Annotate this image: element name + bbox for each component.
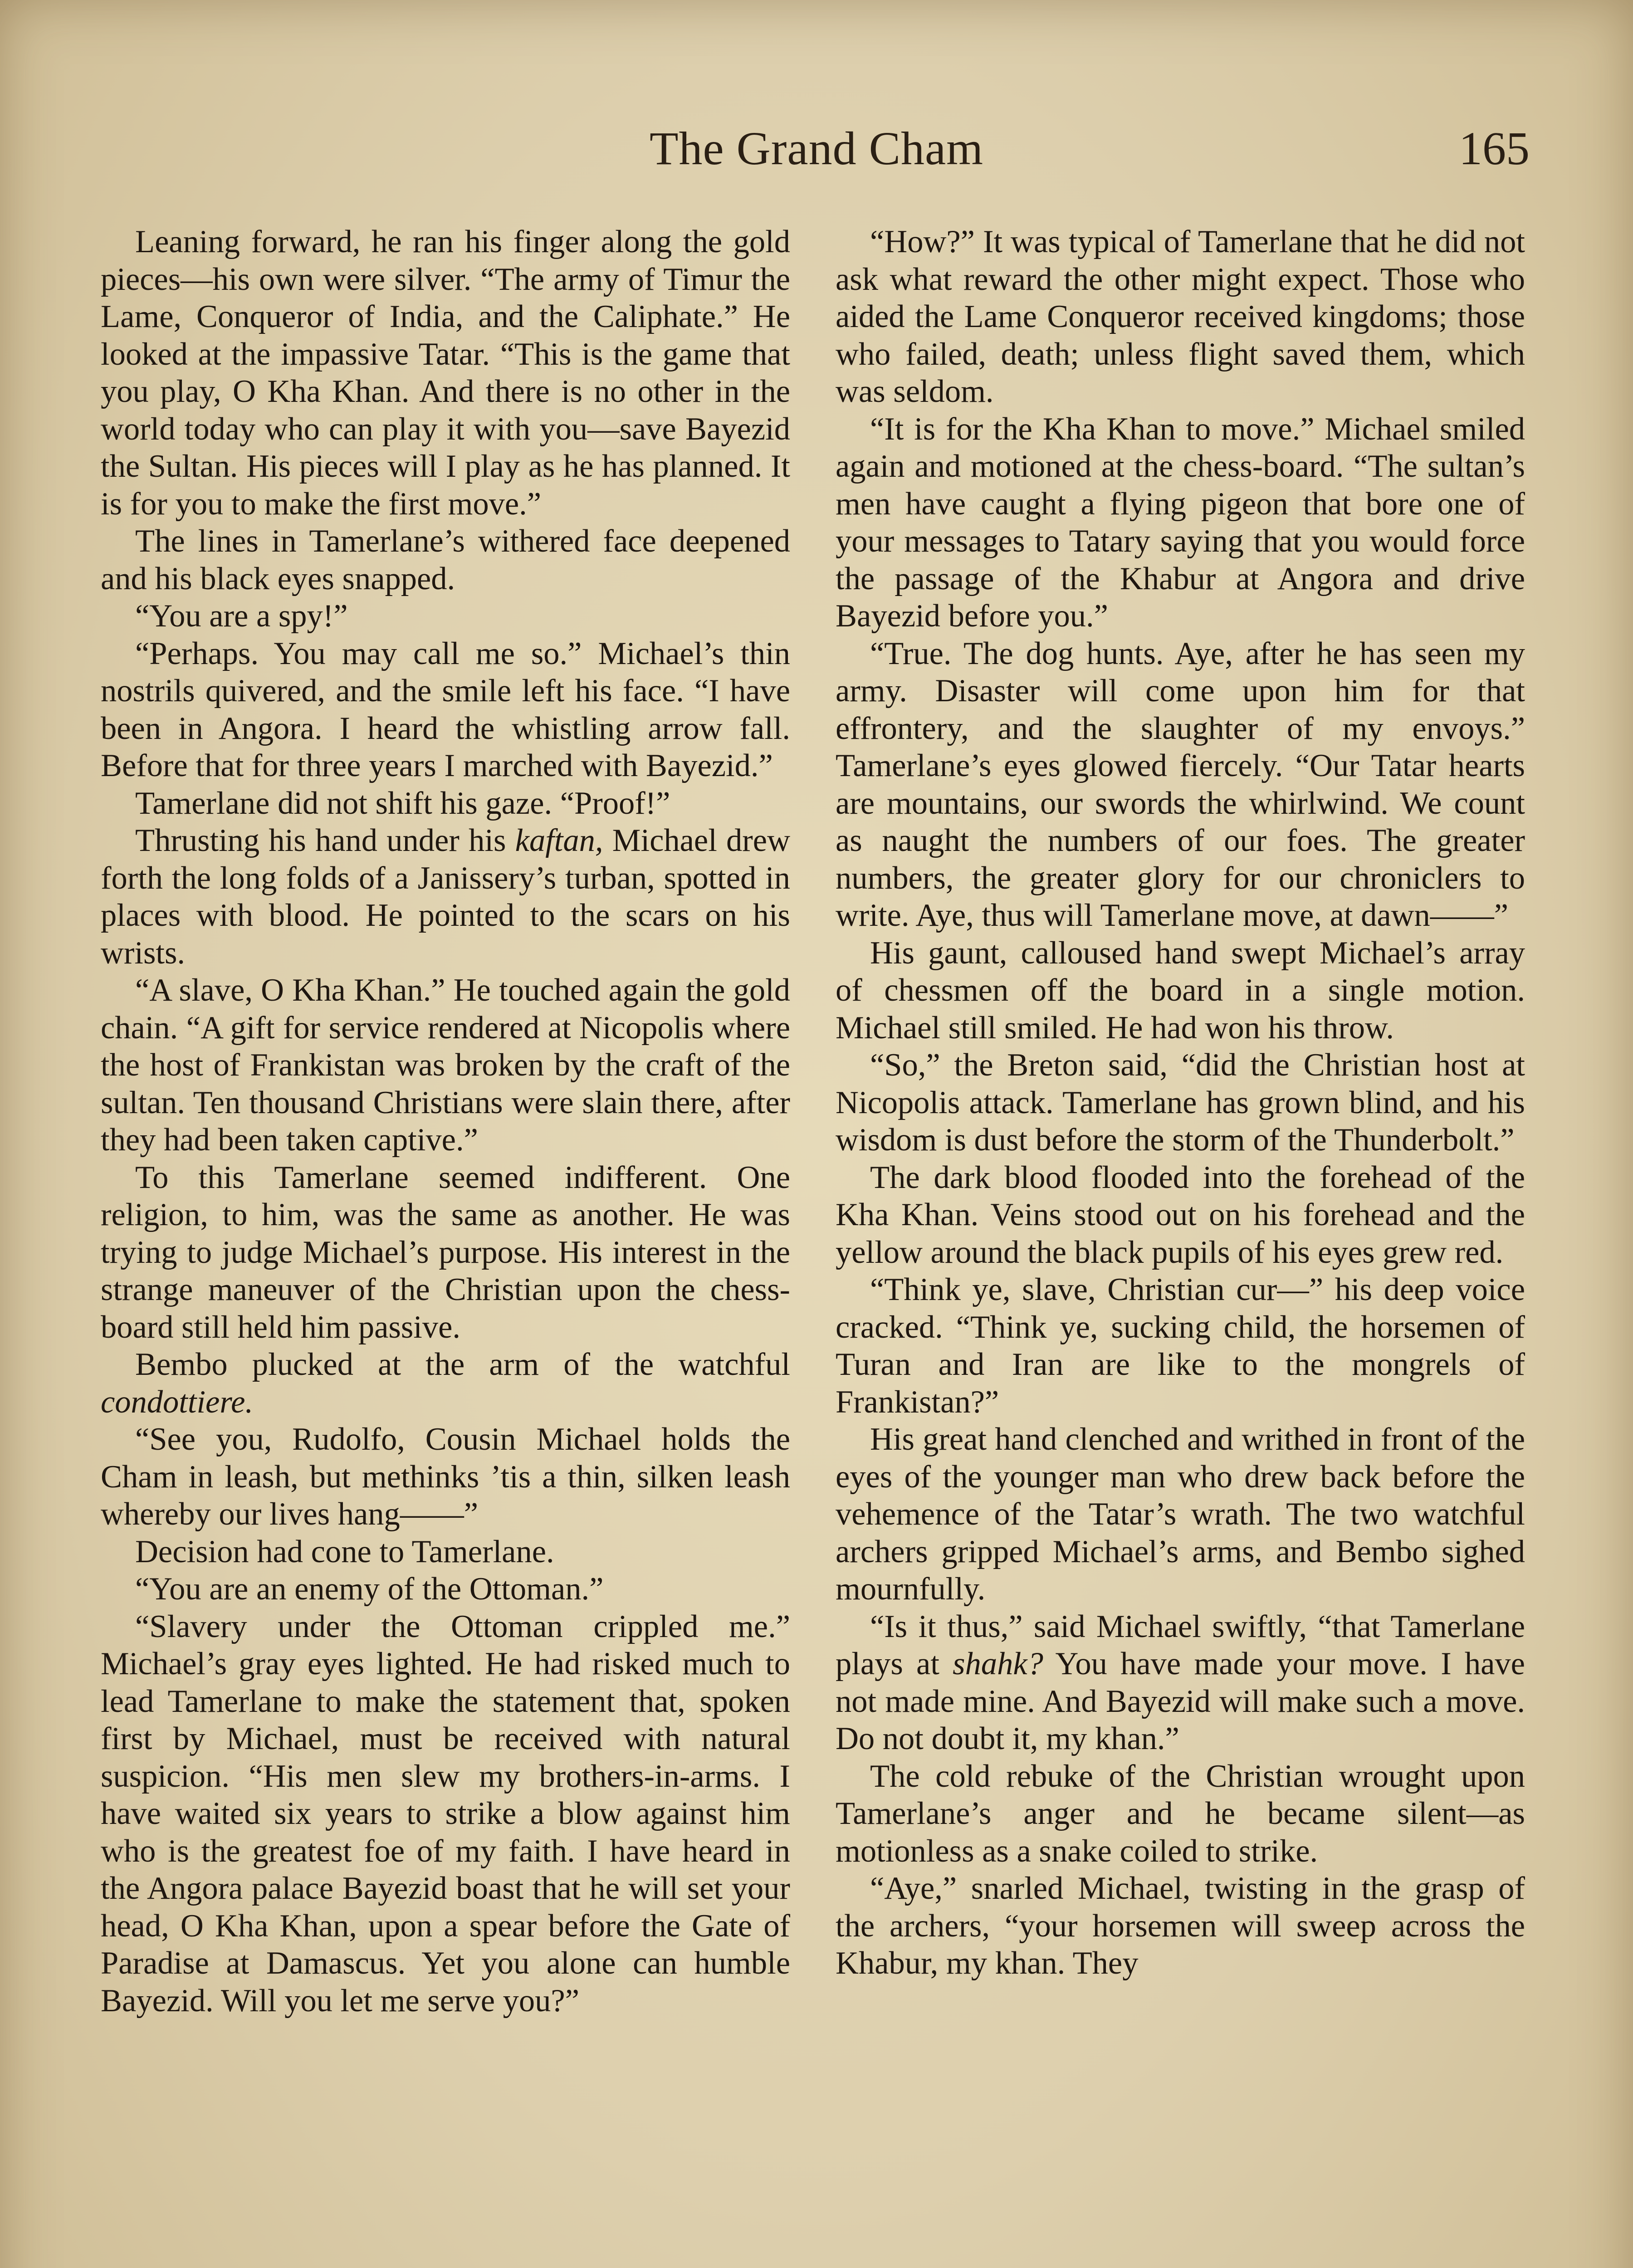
paragraph-text: Bembo plucked at the arm of the watchful <box>135 1347 790 1382</box>
running-header-title: The Grand Cham <box>649 122 983 175</box>
paragraph: The cold rebuke of the Christian wrought upon Tamerlane’s anger and he became silent—as motionless as a snake coiled to strike. <box>836 1758 1525 1869</box>
paragraph: His great hand clenched and writhed in front of the eyes of the younger man who drew back before the vehemence of the Tatar’s wrath. The two watchful archers gripped Michael’s arms, and Bembo sighed mournfully. <box>836 1422 1525 1607</box>
paragraph: Tamerlane did not shift his gaze. “Proof!” <box>135 785 670 821</box>
paragraph: Decision had cone to Tamerlane. <box>135 1534 554 1569</box>
paragraph-text: Michael drew forth the long folds of a Janissery’s turban, spotted in places with blood. He pointed to the scars on his wrists. <box>101 823 790 971</box>
italic-term: kaftan, <box>515 823 603 858</box>
paragraph: “Think ye, slave, Christian cur—” his deep voice cracked. “Think ye, sucking child, the horsemen of Turan and Iran are like to the mongrels of Frankistan?” <box>836 1272 1525 1420</box>
paragraph: “How?” It was typical of Tamerlane that he did not ask what reward the other might expect. Those who aided the Lame Conqueror received kingdoms; those who failed, death; unless flight saved them, which was seldom. <box>836 224 1525 409</box>
italic-term: condottiere. <box>101 1384 254 1420</box>
paragraph-text: “Is it thus,” said Michael swiftly, “that Tamerlane plays at <box>836 1608 1525 1681</box>
paragraph: “You are a spy!” <box>135 598 348 634</box>
paragraph: “Perhaps. You may call me so.” Michael’s thin nostrils quivered, and the smile left his face. “I have been in Angora. I heard the whistling arrow fall. Before that for three years I marched with Bayezid.” <box>101 635 790 783</box>
right-text-column <box>836 223 1525 1982</box>
paragraph: Leaning forward, he ran his finger along the gold pieces—his own were silver. “The army of Timur the Lame, Conqueror of India, and the Caliphate.” He looked at the impassive Tatar. “This is the game that you play, O Kha Khan. And there is no other in the world today who can play it with you—save Bayezid the Sultan. His pieces will I play as he has planned. It is for you to make the first move.” <box>101 224 790 522</box>
paragraph <box>101 1346 790 1421</box>
paragraph: To this Tamerlane seemed indifferent. One religion, to him, was the same as another. He was trying to judge Michael’s purpose. His interest in the strange maneuver of the Christian upon the chessboard still held him passive. <box>101 1159 790 1345</box>
paragraph <box>101 822 790 972</box>
paragraph: The lines in Tamerlane’s withered face deepened and his black eyes snapped. <box>101 523 790 596</box>
paragraph: The dark blood flooded into the forehead of the Kha Khan. Veins stood out on his forehead and the yellow around the black pupils of his eyes grew red. <box>836 1159 1525 1270</box>
paragraph: His gaunt, calloused hand swept Michael’s array of chessmen off the board in a single motion. Michael still smiled. He had won his throw. <box>836 935 1525 1046</box>
paragraph: “You are an enemy of the Ottoman.” <box>135 1571 604 1607</box>
paragraph <box>836 1608 1525 1758</box>
paragraph: “Slavery under the Ottoman crippled me.” Michael’s gray eyes lighted. He had risked much to lead Tamerlane to make the statement that, spoken first by Michael, must be received with natural suspicion. “His men slew my brothers-in-arms. I have waited six years to strike a blow against him who is the greatest foe of my faith. I have heard in the Angora palace Bayezid boast that he will set your head, O Kha Khan, upon a spear before the Gate of Paradise at Damascus. Yet you alone can humble Bayezid. Will you let me serve you?” <box>101 1608 790 2019</box>
page-number: 165 <box>1459 122 1530 175</box>
paragraph-text: You have made your move. I have not made mine. And Bayezid will make such a move. Do not doubt it, my khan.” <box>836 1646 1525 1756</box>
paragraph: “See you, Rudolfo, Cousin Michael holds the Cham in leash, but methinks ’tis a thin, silken leash whereby our lives hang——” <box>101 1422 790 1532</box>
paragraph: “True. The dog hunts. Aye, after he has seen my army. Disaster will come upon him for that effrontery, and the slaughter of my envoys.” Tamerlane’s eyes glowed fiercely. “Our Tatar hearts are mountains, our swords the whirlwind. We count as naught the numbers of our foes. The greater numbers, the greater glory for our chroniclers to write. Aye, thus will Tamerlane move, at dawn——” <box>836 635 1525 933</box>
paragraph: “It is for the Kha Khan to move.” Michael smiled again and motioned at the chess-board. “The sultan’s men have caught a flying pigeon that bore one of your messages to Tatary saying that you would force the passage of the Khabur at Angora and drive Bayezid before you.” <box>836 411 1525 634</box>
paragraph: “So,” the Breton said, “did the Christian host at Nicopolis attack. Tamerlane has grown blind, and his wisdom is dust before the storm of the Thunderbolt.” <box>836 1047 1525 1158</box>
left-text-column <box>101 223 790 2019</box>
paragraph: “A slave, O Kha Khan.” He touched again the gold chain. “A gift for service rendered at Nicopolis where the host of Frankistan was broken by the craft of the sultan. Ten thousand Christians were slain there, after they had been taken captive.” <box>101 973 790 1158</box>
paragraph-text: Thrusting his hand under his <box>135 823 515 858</box>
italic-term: shahk? <box>953 1646 1043 1681</box>
paragraph: “Aye,” snarled Michael, twisting in the grasp of the archers, “your horsemen will sweep across the Khabur, my khan. They <box>836 1871 1525 1981</box>
